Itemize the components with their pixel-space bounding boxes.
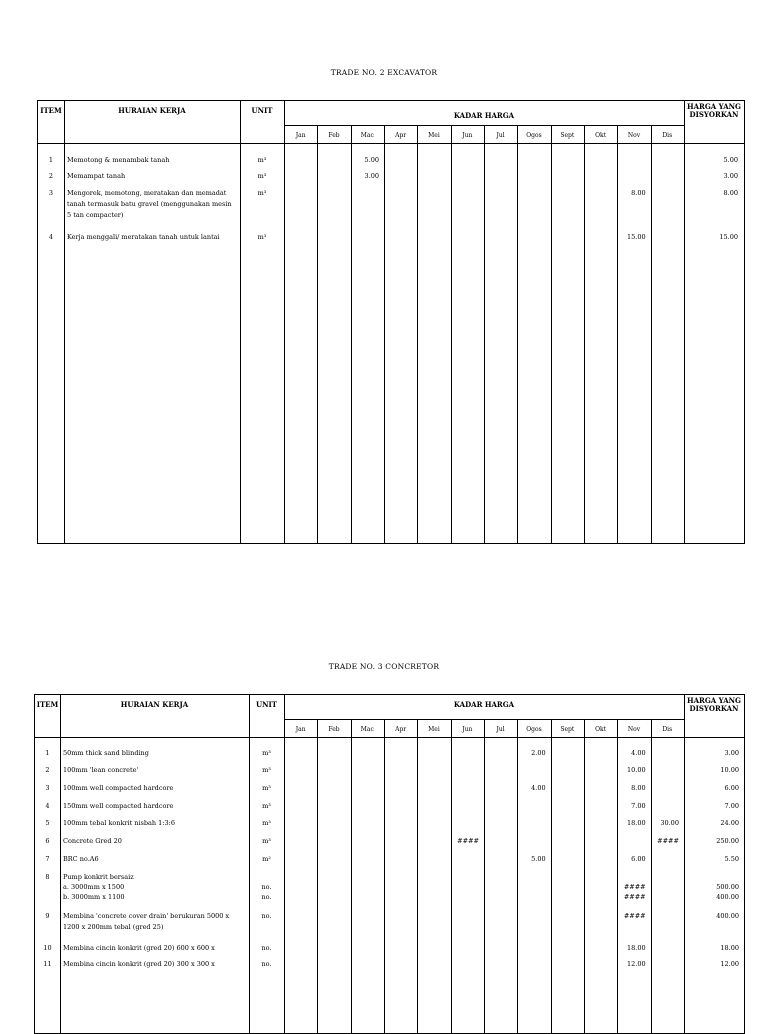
proposed-price: 6.00 xyxy=(724,784,739,792)
month-header-nov: Nov xyxy=(627,132,641,139)
work-description: Memampat tanah xyxy=(67,172,126,180)
proposed-price: 5.50 xyxy=(724,855,739,863)
item-number: 3 xyxy=(45,784,50,792)
month-header-dis: Dis xyxy=(662,132,673,139)
rate-cell-ogos: 4.00 xyxy=(531,784,546,792)
item-number: 4 xyxy=(45,802,50,810)
unit-cell: no. xyxy=(261,960,272,968)
rates-header: KADAR HARGA xyxy=(453,111,515,120)
unit-cell: no. xyxy=(261,893,272,901)
unit-cell: m³ xyxy=(257,189,267,197)
rate-cell-nov: 15.00 xyxy=(627,233,646,241)
rate-cell-nov: 7.00 xyxy=(631,802,646,810)
item-number: 2 xyxy=(48,172,54,180)
rate-cell-nov: 8.00 xyxy=(631,784,646,792)
month-header-mac: Mac xyxy=(360,132,374,139)
item-number: 4 xyxy=(48,233,54,241)
proposed-price: 400.00 xyxy=(716,912,739,920)
unit-cell: m² xyxy=(262,855,271,863)
rate-cell-nov: 10.00 xyxy=(627,766,646,774)
rate-cell-nov: 18.00 xyxy=(627,819,646,827)
month-header-feb: Feb xyxy=(328,132,340,139)
month-header-jan: Jan xyxy=(295,132,306,139)
rate-cell-nov: 4.00 xyxy=(631,749,646,757)
proposed-price: 12.00 xyxy=(720,960,739,968)
item-header: ITEM xyxy=(36,700,59,709)
work-description: 100mm 'lean concrete' xyxy=(63,766,139,774)
unit-cell: m³ xyxy=(262,784,271,792)
month-header-sept: Sept xyxy=(560,132,575,139)
unit-header: UNIT xyxy=(256,700,277,709)
proposed-price: 15.00 xyxy=(719,233,738,241)
work-description: BRC no.A6 xyxy=(63,855,99,863)
rate-cell-nov: 18.00 xyxy=(627,944,646,952)
proposed-price: 3.00 xyxy=(724,749,739,757)
item-number: 8 xyxy=(45,873,50,881)
proposed-price: 8.00 xyxy=(723,189,738,197)
proposed-price: 3.00 xyxy=(723,172,738,180)
rate-cell-nov: #### xyxy=(623,912,646,920)
trade3-table xyxy=(34,694,745,1034)
trade2-title: TRADE NO. 2 EXCAVATOR xyxy=(330,68,438,77)
month-header-nov: Nov xyxy=(627,726,641,733)
item-number: 2 xyxy=(45,766,50,774)
proposed-price: 400.00 xyxy=(716,893,739,901)
item-number: 1 xyxy=(48,156,54,164)
unit-cell: m³ xyxy=(262,837,271,845)
month-header-jun: Jun xyxy=(462,132,473,139)
item-number: 11 xyxy=(43,960,52,968)
work-description: 100mm well compacted hardcore xyxy=(63,784,174,792)
unit-cell: m³ xyxy=(257,172,267,180)
month-header-okt: Okt xyxy=(595,132,607,139)
work-description: Membina cincin konkrit (gred 20) 600 x 600 x xyxy=(63,944,215,952)
unit-cell: no. xyxy=(261,944,272,952)
work-description: Membina cincin konkrit (gred 20) 300 x 300 x xyxy=(63,960,215,968)
work-description: 150mm well compacted hardcore xyxy=(63,802,174,810)
trade3-title: TRADE NO. 3 CONCRETOR xyxy=(328,662,440,671)
description-header: HURAIAN KERJA xyxy=(120,700,189,709)
work-description: 100mm tebal konkrit nisbah 1:3:6 xyxy=(63,819,175,827)
month-header-mei: Mei xyxy=(428,132,440,139)
unit-cell: m³ xyxy=(262,819,271,827)
month-header-apr: Apr xyxy=(395,132,407,139)
rate-cell-dis: 30.00 xyxy=(660,819,679,827)
rate-cell-nov: #### xyxy=(623,893,646,901)
work-description: Mengorek, memotong, meratakan dan memadat tanah termasuk batu gravel (menggunakan mesin 5 tan compacter) xyxy=(67,189,232,219)
work-description: 50mm thick sand blinding xyxy=(63,749,149,757)
proposed-price-header: HARGA YANG DISYORKAN xyxy=(686,696,742,713)
proposed-price: 5.00 xyxy=(723,156,738,164)
unit-cell: m³ xyxy=(262,802,271,810)
rate-cell-ogos: 2.00 xyxy=(531,749,546,757)
description-header: HURAIAN KERJA xyxy=(118,106,186,115)
unit-cell: m³ xyxy=(257,233,267,241)
rate-cell-nov: #### xyxy=(623,883,646,891)
month-header-mac: Mac xyxy=(360,726,374,733)
rates-header: KADAR HARGA xyxy=(453,700,515,709)
rate-cell-mac: 5.00 xyxy=(364,156,379,164)
work-description: Kerja menggali/ meratakan tanah untuk lantai xyxy=(67,233,220,241)
rate-cell-mac: 3.00 xyxy=(364,172,379,180)
proposed-price: 18.00 xyxy=(720,944,739,952)
proposed-price: 500.00 xyxy=(716,883,739,891)
proposed-price: 24.00 xyxy=(720,819,739,827)
month-header-ogos: Ogos xyxy=(526,726,542,733)
proposed-price: 7.00 xyxy=(724,802,739,810)
item-number: 10 xyxy=(43,944,52,952)
rate-cell-dis: #### xyxy=(657,837,679,845)
unit-cell: no. xyxy=(261,883,272,891)
unit-cell: no. xyxy=(261,912,272,920)
rate-cell-nov: 8.00 xyxy=(631,189,646,197)
work-description: b. 3000mm x 1100 xyxy=(63,893,125,901)
month-header-sept: Sept xyxy=(560,726,575,733)
rate-cell-nov: 6.00 xyxy=(631,855,646,863)
item-header: ITEM xyxy=(40,106,62,115)
month-header-jan: Jan xyxy=(295,726,306,733)
work-description: Membina 'concrete cover drain' berukuran 5000 x 1200 x 200mm tebal (gred 25) xyxy=(63,912,230,931)
item-number: 6 xyxy=(45,837,50,845)
month-header-mei: Mei xyxy=(428,726,440,733)
month-header-okt: Okt xyxy=(595,726,607,733)
rate-cell-jun: #### xyxy=(457,837,479,845)
month-header-apr: Apr xyxy=(395,726,407,733)
work-description: a. 3000mm x 1500 xyxy=(63,883,125,891)
month-header-feb: Feb xyxy=(328,726,340,733)
month-header-ogos: Ogos xyxy=(526,132,542,139)
item-number: 3 xyxy=(48,189,54,197)
rate-cell-ogos: 5.00 xyxy=(531,855,546,863)
unit-cell: m³ xyxy=(262,749,271,757)
work-description: Concrete Gred 20 xyxy=(63,837,122,845)
item-number: 5 xyxy=(45,819,50,827)
proposed-price: 10.00 xyxy=(720,766,739,774)
proposed-price-header: HARGA YANG DISYORKAN xyxy=(686,102,742,119)
proposed-price: 250.00 xyxy=(716,837,739,845)
item-number: 9 xyxy=(45,912,50,920)
rate-cell-nov: 12.00 xyxy=(627,960,646,968)
work-description: Memotong & menambak tanah xyxy=(67,156,170,164)
unit-header: UNIT xyxy=(251,106,273,115)
unit-cell: m³ xyxy=(262,766,271,774)
item-number: 1 xyxy=(45,749,50,757)
trade2-table xyxy=(37,100,745,544)
month-header-jul: Jul xyxy=(496,726,505,733)
unit-cell: m³ xyxy=(257,156,267,164)
month-header-dis: Dis xyxy=(662,726,673,733)
month-header-jun: Jun xyxy=(462,726,473,733)
month-header-jul: Jul xyxy=(496,132,505,139)
work-description: Pump konkrit bersaiz xyxy=(63,873,134,881)
item-number: 7 xyxy=(45,855,50,863)
